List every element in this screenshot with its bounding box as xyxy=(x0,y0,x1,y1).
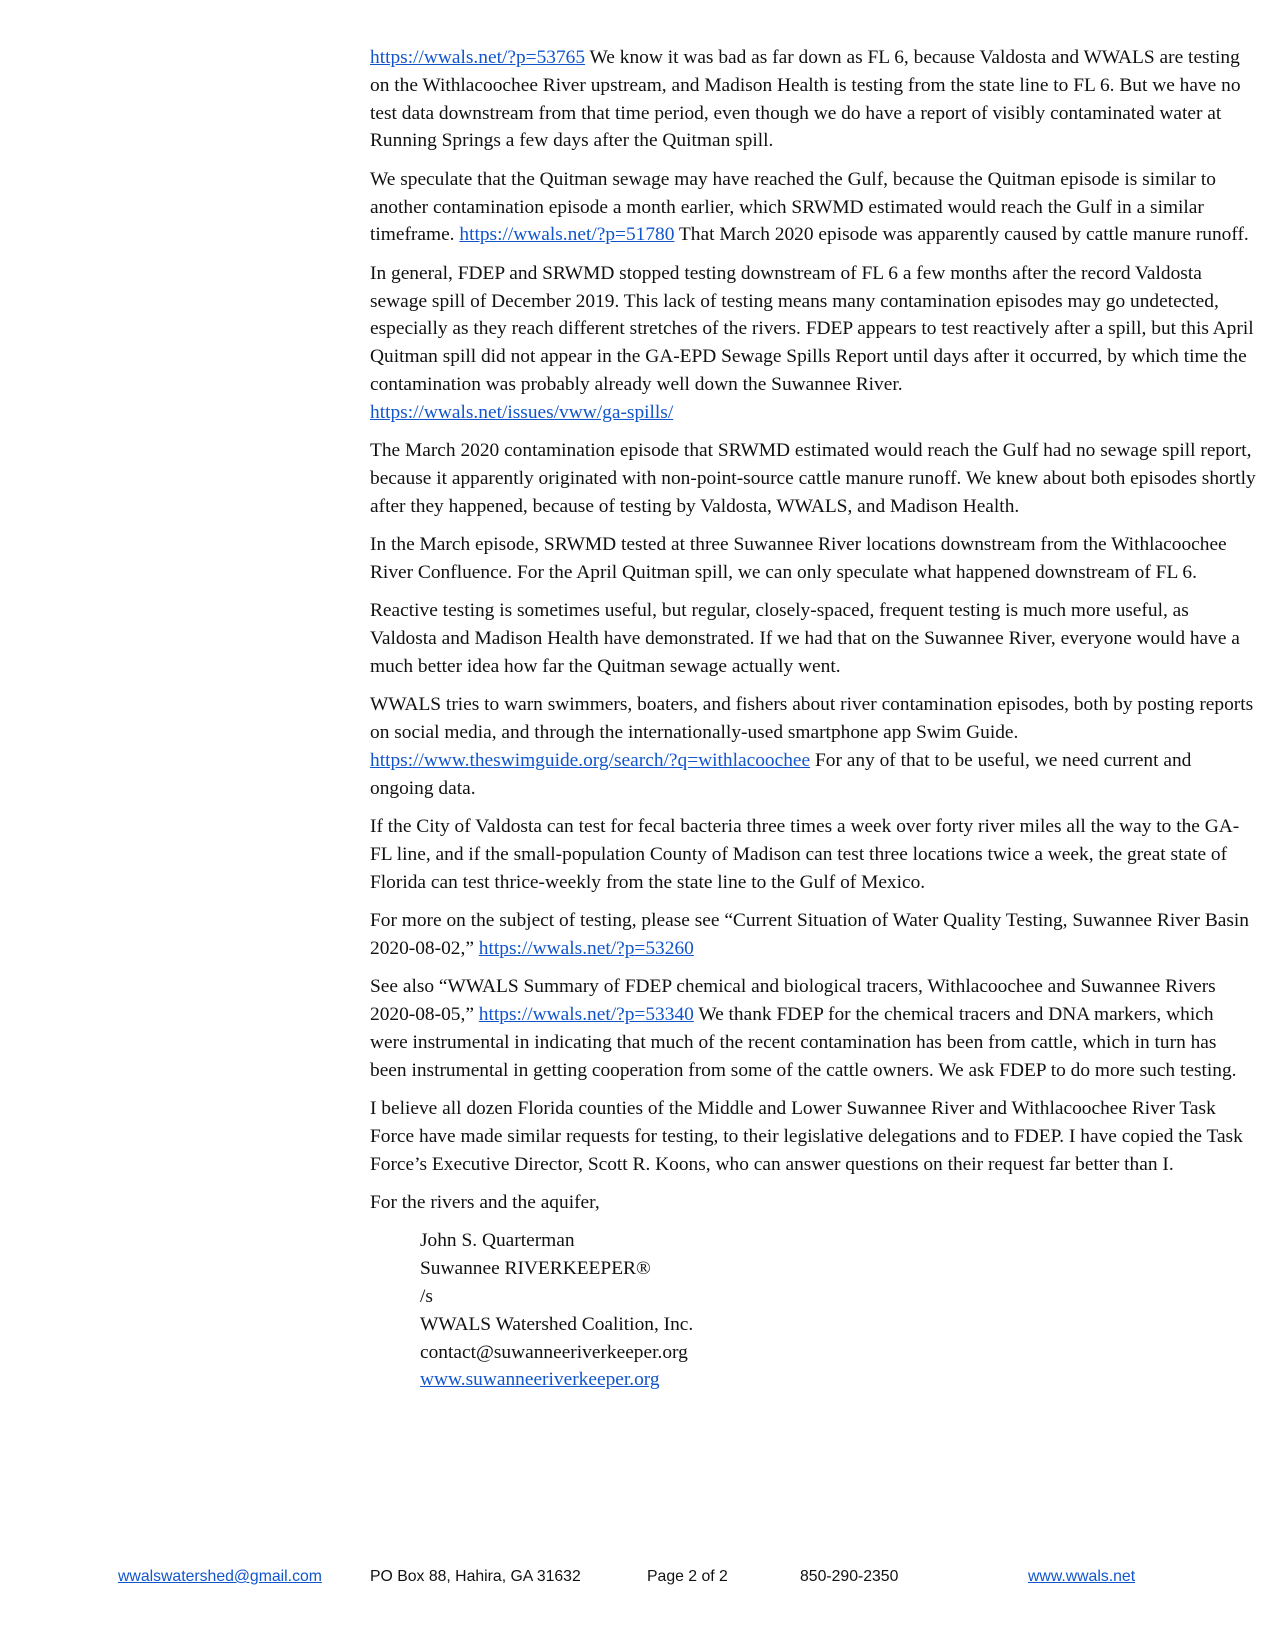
paragraph-3 xyxy=(370,260,1256,427)
paragraph-9-text: For more on the subject of testing, please see “Current Situation of Water Quality Testing, Suwannee River Basin 2020-08-02,” xyxy=(370,910,1249,959)
paragraph-10 xyxy=(370,973,1256,1084)
paragraph-2-text-a: We speculate that the Quitman sewage may have reached the Gulf, because the Quitman episode is similar to another contamination episode a month earlier, which SRWMD estimated would reach the Gulf in a similar timeframe. xyxy=(370,168,1216,246)
paragraph-7-text-b: For any of that to be useful, we need current and ongoing data. xyxy=(370,749,1192,799)
paragraph-2-text-b: That March 2020 episode was apparently caused by cattle manure runoff. xyxy=(674,224,1249,246)
signer-sig: /s xyxy=(420,1286,433,1307)
paragraph-10-text-b: We thank FDEP for the chemical tracers and DNA markers, which were instrumental in indicating that much of the recent contamination has been from cattle, which in turn has been instrumental in getting cooperation from some of the cattle owners. We ask FDEP to do more such testing. xyxy=(370,1004,1237,1081)
paragraph-5-text: In the March episode, SRWMD tested at three Suwannee River locations downstream from the Withlacoochee River Confluence. For the April Quitman spill, we can only speculate what happened downstream of FL 6. xyxy=(370,534,1227,583)
footer-email-link[interactable]: wwalswatershed@gmail.com xyxy=(118,1568,322,1585)
paragraph-8-text: If the City of Valdosta can test for fecal bacteria three times a week over forty river miles all the way to the GA-FL line, and if the small-population County of Madison can test three locations twice a week, the great state of Florida can test thrice-weekly from the state line to the Gulf of Mexico. xyxy=(370,816,1240,893)
paragraph-11 xyxy=(370,1095,1256,1178)
paragraph-2 xyxy=(370,166,1256,249)
paragraph-4-text: The March 2020 contamination episode that SRWMD estimated would reach the Gulf had no sewage spill report, because it apparently originated with non-point-source cattle manure runoff. We knew about both episodes shortly after they happened, because of testing by Valdosta, WWALS, and Madison Health. xyxy=(370,440,1256,517)
paragraph-1-text: We know it was bad as far down as FL 6, because Valdosta and WWALS are testing on the Withlacoochee River upstream, and Madison Health is testing from the state line to FL 6. But we have no test data downstream from that time period, even though we do have a report of visibly contaminated water at Running Springs a few days after the Quitman spill. xyxy=(370,47,1241,152)
link-p53340[interactable]: https://wwals.net/?p=53340 xyxy=(478,1004,694,1026)
signature-block xyxy=(420,1227,1256,1394)
footer-address: PO Box 88, Hahira, GA 31632 xyxy=(370,1568,581,1585)
signer-website-link[interactable]: www.suwanneeriverkeeper.org xyxy=(420,1369,660,1391)
signer-org: WWALS Watershed Coalition, Inc. xyxy=(420,1313,694,1335)
paragraph-6-text: Reactive testing is sometimes useful, but regular, closely-spaced, frequent testing is much more useful, as Valdosta and Madison Health have demonstrated. If we had that on the Suwannee River, everyone would have a much better idea how far the Quitman sewage actually went. xyxy=(370,600,1240,677)
paragraph-3-text: In general, FDEP and SRWMD stopped testing downstream of FL 6 a few months after the record Valdosta sewage spill of December 2019. This lack of testing means many contamination episodes may go undetected, especially as they reach different stretches of the rivers. FDEP appears to test reactively after a spill, but this April Quitman spill did not appear in the GA-EPD Sewage Spills Report until days after it occurred, by which time the contamination was probably already well down the Suwannee River. xyxy=(370,262,1254,395)
page-footer xyxy=(0,1568,1275,1590)
footer-website-link[interactable]: www.wwals.net xyxy=(1028,1568,1136,1585)
footer-page-number: Page 2 of 2 xyxy=(647,1568,728,1585)
paragraph-7 xyxy=(370,691,1256,802)
closing-line: For the rivers and the aquifer, xyxy=(370,1192,600,1214)
link-p51780[interactable]: https://wwals.net/?p=51780 xyxy=(459,224,675,246)
signer-email: contact@suwanneeriverkeeper.org xyxy=(420,1341,688,1363)
paragraph-5 xyxy=(370,531,1256,587)
paragraph-11-text: I believe all dozen Florida counties of the Middle and Lower Suwannee River and Withlacoochee River Task Force have made similar requests for testing, to their legislative delegations and to FDEP. I have copied the Task Force’s Executive Director, Scott R. Koons, who can answer questions on their request far better than I. xyxy=(370,1098,1243,1175)
paragraph-7-text-a: WWALS tries to warn swimmers, boaters, and fishers about river contamination episodes, both by posting reports on social media, and through the internationally-used smartphone app Swim Guide. xyxy=(370,694,1254,744)
paragraph-1 xyxy=(370,44,1256,155)
paragraph-9 xyxy=(370,907,1256,963)
link-ga-spills[interactable]: https://wwals.net/issues/vww/ga-spills/ xyxy=(370,401,674,423)
signer-name: John S. Quarterman xyxy=(420,1230,575,1252)
footer-phone: 850-290-2350 xyxy=(800,1568,899,1585)
letter-body xyxy=(370,44,1256,1394)
paragraph-10-text-a: See also “WWALS Summary of FDEP chemical and biological tracers, Withlacoochee and Suwannee Rivers 2020-08-05,” xyxy=(370,976,1216,1026)
link-swim-guide[interactable]: https://www.theswimguide.org/search/?q=withlacoochee xyxy=(370,749,811,771)
link-p53765[interactable]: https://wwals.net/?p=53765 xyxy=(370,47,586,68)
signer-title: Suwannee RIVERKEEPER® xyxy=(420,1258,651,1280)
paragraph-6 xyxy=(370,597,1256,680)
paragraph-8 xyxy=(370,813,1256,896)
paragraph-4 xyxy=(370,437,1256,520)
link-p53260[interactable]: https://wwals.net/?p=53260 xyxy=(478,937,694,959)
